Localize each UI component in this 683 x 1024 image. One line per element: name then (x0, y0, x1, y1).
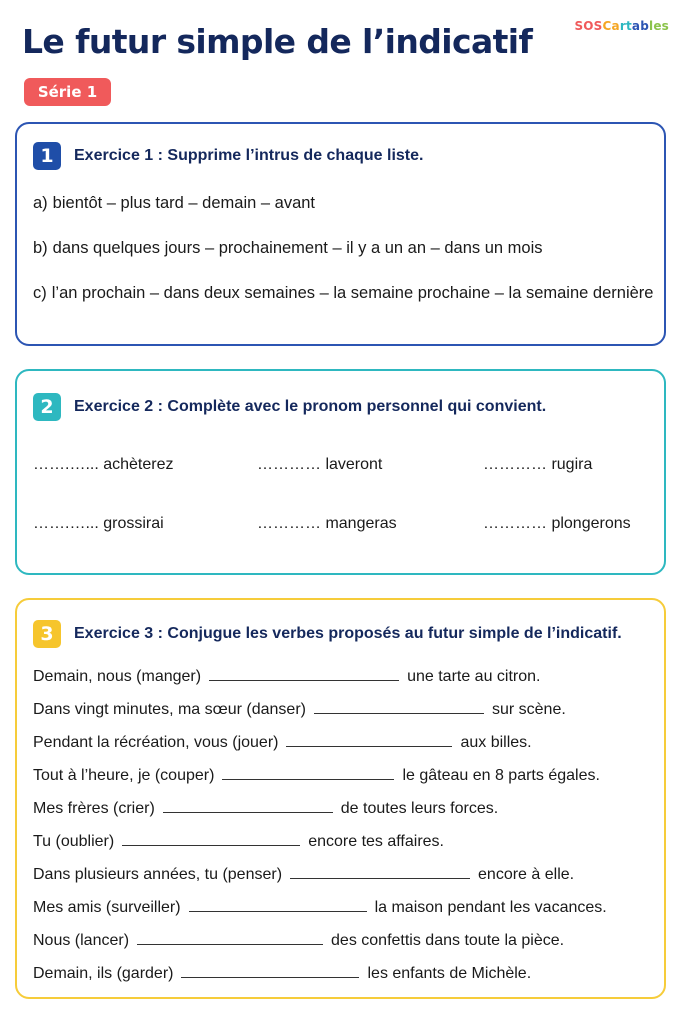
sentence-start: Nous (lancer) (33, 932, 130, 949)
exercise-3-box (15, 598, 666, 999)
sentence-end: les enfants de Michèle. (367, 965, 532, 982)
list-item (33, 284, 653, 303)
brand-logo (574, 19, 669, 33)
item-letter: b) (33, 239, 48, 257)
exercise-title: Exercice 1 : Supprime l’intrus de chaque liste. (74, 147, 424, 164)
sentence-start: Demain, nous (manger) (33, 668, 202, 685)
brand-part: les (649, 19, 669, 33)
exercise-1-box (15, 122, 666, 346)
item-letter: a) (33, 194, 48, 212)
brand-part: SOS (574, 19, 603, 33)
sentence-end: des confettis dans toute la pièce. (331, 932, 565, 949)
fill-in-item: ………… mangeras (257, 515, 397, 532)
sentence-start: Tout à l’heure, je (couper) (33, 767, 215, 784)
sentence-line (33, 668, 541, 686)
exercise-number-badge: 1 (33, 142, 61, 170)
item-text: bientôt – plus tard – demain – avant (52, 194, 316, 212)
brand-part: Ca (602, 19, 620, 33)
item-text: dans quelques jours – prochainement – il y a un an – dans un mois (52, 239, 543, 257)
fill-in-item: ………… plongerons (483, 515, 631, 532)
brand-part: ab (631, 19, 649, 33)
sentence-end: une tarte au citron. (407, 668, 541, 685)
list-item (33, 239, 542, 258)
answer-blank[interactable] (290, 866, 470, 879)
sentence-start: Mes frères (crier) (33, 800, 155, 817)
sentence-line (33, 767, 600, 785)
answer-blank[interactable] (137, 932, 323, 945)
sentence-line (33, 965, 531, 983)
fill-in-item: ………… laveront (257, 456, 383, 473)
answer-blank[interactable] (209, 668, 399, 681)
sentence-end: aux billes. (460, 734, 532, 751)
sentence-end: la maison pendant les vacances. (374, 899, 607, 916)
sentence-end: encore tes affaires. (308, 833, 444, 850)
sentence-start: Pendant la récréation, vous (jouer) (33, 734, 279, 751)
list-item (33, 194, 315, 213)
sentence-line (33, 833, 444, 851)
answer-blank[interactable] (189, 899, 367, 912)
answer-blank[interactable] (286, 734, 452, 747)
fill-in-item: ………… rugira (483, 456, 593, 473)
serie-badge: Série 1 (24, 78, 111, 106)
sentence-end: encore à elle. (478, 866, 575, 883)
exercise-2-box (15, 369, 666, 575)
page-title: Le futur simple de l’indicatif (22, 22, 533, 61)
item-letter: c) (33, 284, 47, 302)
exercise-title: Exercice 3 : Conjugue les verbes proposés au futur simple de l’indicatif. (74, 625, 622, 642)
sentence-start: Dans plusieurs années, tu (penser) (33, 866, 283, 883)
sentence-end: le gâteau en 8 parts égales. (402, 767, 600, 784)
brand-part: rt (619, 19, 632, 33)
sentence-line (33, 800, 498, 818)
item-text: l’an prochain – dans deux semaines – la semaine prochaine – la semaine dernière (51, 284, 654, 302)
answer-blank[interactable] (163, 800, 333, 813)
sentence-start: Tu (oublier) (33, 833, 115, 850)
answer-blank[interactable] (314, 701, 484, 714)
exercise-title: Exercice 2 : Complète avec le pronom personnel qui convient. (74, 398, 547, 415)
answer-blank[interactable] (222, 767, 394, 780)
sentence-line (33, 701, 566, 719)
sentence-line (33, 899, 607, 917)
sentence-start: Dans vingt minutes, ma sœur (danser) (33, 701, 306, 718)
answer-blank[interactable] (122, 833, 300, 846)
fill-in-item: …….…... achèterez (33, 456, 174, 473)
fill-in-item: …….…... grossirai (33, 515, 164, 532)
answer-blank[interactable] (181, 965, 359, 978)
exercise-number-badge: 2 (33, 393, 61, 421)
sentence-line (33, 866, 574, 884)
sentence-line (33, 932, 564, 950)
exercise-number-badge: 3 (33, 620, 61, 648)
sentence-line (33, 734, 532, 752)
sentence-end: de toutes leurs forces. (340, 800, 499, 817)
sentence-start: Demain, ils (garder) (33, 965, 174, 982)
sentence-end: sur scène. (491, 701, 566, 718)
sentence-start: Mes amis (surveiller) (33, 899, 181, 916)
